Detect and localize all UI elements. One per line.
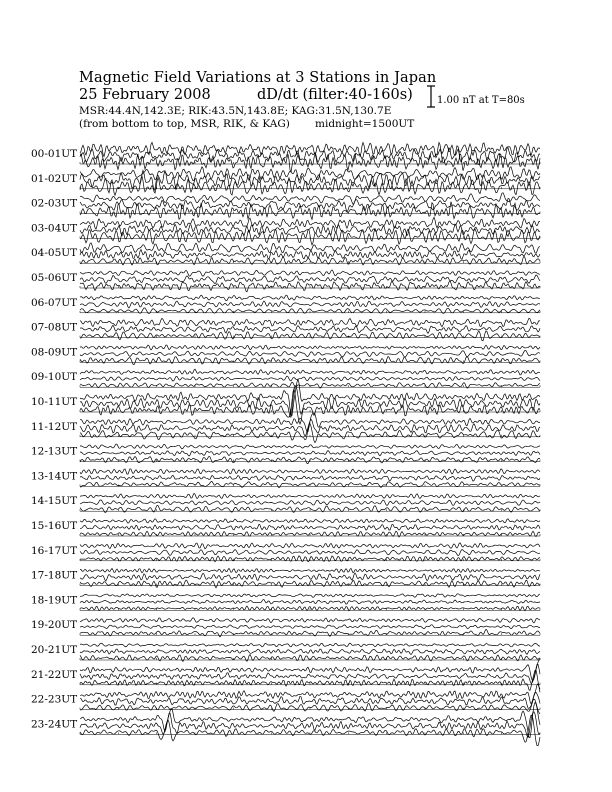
- hour-label: 16-17UT: [31, 544, 78, 557]
- hour-label: 04-05UT: [31, 247, 78, 260]
- trace-16-17UT-KAG: [80, 543, 540, 549]
- trace-17-18UT-RIK: [80, 573, 540, 581]
- trace-13-14UT-KAG: [80, 469, 540, 474]
- hour-label: 09-10UT: [31, 371, 78, 384]
- trace-09-10UT-KAG: [80, 369, 540, 375]
- hour-label: 07-08UT: [31, 321, 78, 334]
- trace-18-19UT-KAG: [80, 594, 540, 598]
- trace-11-12UT-KAG: [80, 413, 540, 432]
- trace-21-22UT-MSR: [80, 670, 540, 690]
- trace-15-16UT-KAG: [80, 519, 540, 524]
- chart-title: Magnetic Field Variations at 3 Stations in Japan: [79, 70, 437, 86]
- hour-label: 05-06UT: [31, 272, 78, 284]
- trace-18-19UT-RIK: [80, 600, 540, 605]
- station-order-note: (from bottom to top, MSR, RIK, & KAG): [79, 118, 290, 130]
- trace-14-15UT-RIK: [80, 500, 540, 506]
- trace-19-20UT-KAG: [80, 618, 540, 623]
- trace-00-01UT-RIK: [80, 148, 540, 165]
- hour-label: 22-23UT: [31, 693, 78, 706]
- trace-07-08UT-RIK: [80, 325, 540, 333]
- trace-10-11UT-MSR: [80, 389, 540, 424]
- hour-label: 00-01UT: [31, 148, 78, 160]
- trace-06-07UT-RIK: [80, 301, 540, 308]
- hour-label: 10-11UT: [31, 396, 78, 408]
- trace-16-17UT-RIK: [80, 550, 540, 556]
- trace-01-02UT-KAG: [80, 167, 540, 181]
- trace-12-13UT-KAG: [80, 444, 540, 449]
- hour-label: 23-24UT: [31, 718, 78, 731]
- trace-13-14UT-RIK: [80, 475, 540, 481]
- trace-group: [80, 143, 540, 746]
- chart-date: 25 February 2008: [79, 87, 211, 103]
- trace-20-21UT-MSR: [80, 655, 540, 662]
- trace-20-21UT-KAG: [80, 643, 540, 647]
- trace-20-21UT-RIK: [80, 649, 540, 655]
- hour-label: 18-19UT: [31, 594, 78, 607]
- hour-labels: [31, 148, 77, 730]
- hour-label: 01-02UT: [31, 172, 78, 185]
- hour-label: 02-03UT: [31, 197, 78, 210]
- trace-08-09UT-KAG: [80, 345, 540, 350]
- trace-09-10UT-RIK: [80, 376, 540, 381]
- trace-08-09UT-RIK: [80, 350, 540, 357]
- hour-label: 12-13UT: [31, 445, 78, 458]
- trace-06-07UT-KAG: [80, 295, 540, 301]
- trace-04-05UT-RIK: [80, 250, 540, 260]
- hour-label: 19-20UT: [31, 619, 78, 632]
- trace-02-03UT-KAG: [80, 193, 540, 204]
- trace-12-13UT-RIK: [80, 451, 540, 457]
- hour-label: 03-04UT: [31, 222, 78, 235]
- hour-label: 17-18UT: [31, 569, 78, 582]
- trace-02-03UT-MSR: [80, 202, 540, 220]
- station-coordinates: MSR:44.4N,142.3E; RIK:43.5N,143.8E; KAG:31.5N,130.7E: [79, 105, 392, 117]
- hour-label: 14-15UT: [31, 495, 78, 508]
- scale-bar: [427, 86, 435, 107]
- trace-19-20UT-RIK: [80, 625, 540, 629]
- trace-11-12UT-MSR: [80, 424, 540, 443]
- hour-label: 15-16UT: [31, 520, 78, 532]
- hour-label: 20-21UT: [31, 644, 78, 656]
- trace-19-20UT-MSR: [80, 629, 540, 637]
- trace-07-08UT-KAG: [80, 318, 540, 326]
- trace-22-23UT-RIK: [80, 692, 540, 708]
- hour-label: 21-22UT: [31, 668, 78, 681]
- trace-17-18UT-KAG: [80, 568, 540, 572]
- midnight-note: midnight=1500UT: [315, 118, 415, 130]
- trace-21-22UT-KAG: [80, 660, 540, 681]
- trace-05-06UT-RIK: [80, 275, 540, 284]
- trace-10-11UT-RIK: [80, 386, 540, 418]
- hour-label: 08-09UT: [31, 346, 78, 359]
- trace-15-16UT-RIK: [80, 524, 540, 530]
- scale-label: 1.00 nT at T=80s: [437, 95, 525, 106]
- component-filter: dD/dt (filter:40-160s): [257, 87, 413, 103]
- trace-14-15UT-KAG: [80, 493, 540, 498]
- trace-21-22UT-RIK: [80, 664, 540, 683]
- hour-label: 13-14UT: [31, 470, 78, 483]
- trace-01-02UT-MSR: [80, 176, 540, 195]
- hour-label: 06-07UT: [31, 296, 78, 309]
- hour-label: 11-12UT: [31, 420, 78, 433]
- trace-05-06UT-KAG: [80, 270, 540, 276]
